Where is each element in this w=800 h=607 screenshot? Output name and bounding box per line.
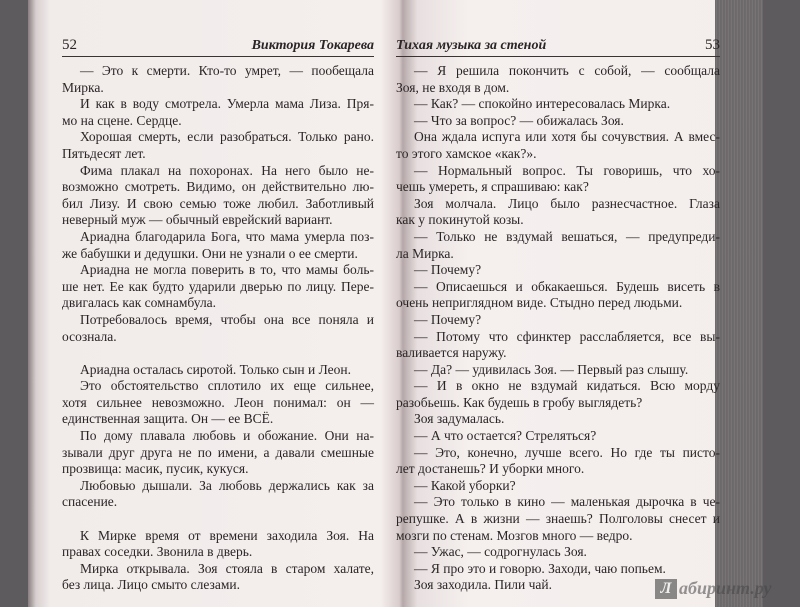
text-line: Потребовалось время, чтобы она все поняла и (80, 311, 374, 327)
paragraph (396, 163, 720, 196)
text-line: спасение. (62, 494, 118, 510)
text-line: — Потому что сфинктер расслабляется, все вы- (414, 328, 720, 344)
paragraph (396, 411, 720, 428)
text-line: — Как? — спокойно интересовалась Мирка. (414, 96, 671, 112)
text-line: — Почему? (414, 262, 482, 278)
paragraph (62, 478, 374, 511)
page-number: 52 (62, 37, 77, 53)
text-line: зывали друг друга не по имени, а давали смешные (62, 444, 374, 460)
paragraph (396, 129, 720, 162)
text-line: — Это только в кино — маленькая дырочка в че- (414, 494, 720, 510)
text-line: Зоя заходила. Пили чай. (414, 577, 553, 593)
text-line: — Что за вопрос? — обижалась Зоя. (414, 112, 624, 128)
left-page-body (62, 63, 374, 594)
text-line: то этого хамское «как?». (396, 145, 537, 161)
text-line: По дому плавала любовь и обожание. Они на- (80, 428, 374, 444)
text-line: Ариадна благодарила Бога, что мама умерла поз- (80, 228, 374, 244)
text-line: — Я про это и говорю. Заходи, чаю попьем. (414, 560, 666, 576)
paragraph (396, 63, 720, 96)
watermark-text: абиринт.ру (679, 578, 772, 598)
text-line: — Описаешься и обкакаешься. Будешь висеть в (414, 278, 720, 294)
paragraph (396, 113, 720, 130)
text-line: как у покинутой козы. (396, 212, 524, 228)
paragraph (62, 96, 374, 129)
paragraph (62, 561, 374, 594)
paragraph (62, 163, 374, 229)
paragraph-break (62, 345, 374, 362)
paragraph (62, 312, 374, 345)
text-line: Зоя, не входя в дом. (396, 79, 510, 95)
text-line: неверный муж — обычный еврейский вариант. (62, 212, 333, 228)
text-line: Ариадна не могла поверить в то, что мамы боль- (80, 262, 374, 278)
text-line: репушке. А в жизни — знаешь? Полголовы снесет и (396, 511, 720, 527)
running-head-title: Тихая музыка за стеной (396, 38, 547, 53)
paragraph (396, 312, 720, 329)
paragraph (396, 478, 720, 495)
text-line: Это обстоятельство сплотило их еще сильнее, (80, 378, 374, 394)
paragraph (396, 196, 720, 229)
paragraph (62, 378, 374, 428)
text-line: разобьешь. Как будешь в гробу выглядеть? (396, 394, 643, 410)
paragraph (396, 262, 720, 279)
right-page-body (396, 63, 720, 594)
paragraph (62, 262, 374, 312)
text-line: правах соседки. Звонила в дверь. (62, 544, 253, 560)
paragraph (396, 428, 720, 445)
paragraph (396, 544, 720, 561)
page-number: 53 (705, 37, 720, 53)
text-line: — Нормальный вопрос. Ты говоришь, что хо- (414, 162, 720, 178)
text-line: ше нет. Ее как будто ударили дверью по лицу. Пере- (62, 278, 374, 294)
paragraph (396, 561, 720, 578)
paragraph (62, 528, 374, 561)
text-line: лет достанешь? И уборки много. (396, 461, 585, 477)
text-line: Мирка. (62, 79, 104, 95)
text-line: ла Мирка. (396, 245, 454, 261)
page-edges (715, 0, 763, 607)
text-line: — Ужас, — содрогнулась Зоя. (414, 544, 587, 560)
paragraph (396, 378, 720, 411)
left-page (62, 36, 374, 594)
text-line: — А что остается? Стреляться? (414, 428, 597, 444)
text-line: И как в воду смотрела. Умерла мама Лиза. Пря- (80, 96, 374, 112)
labirint-watermark (655, 578, 771, 599)
text-line: Мирка открывала. Зоя стояла в старом халате, (80, 560, 374, 576)
text-line: двигалась как сомнамбула. (62, 295, 217, 311)
paragraph (62, 129, 374, 162)
text-line: очень неприглядном виде. Стыдно перед людьми. (396, 295, 683, 311)
text-line: Ариадна осталась сиротой. Только сын и Леон. (80, 361, 352, 377)
text-line: хотя сильнее невозможно. Леон понимал: он — (62, 394, 374, 410)
text-line: — Это к смерти. Кто-то умрет, — пообещала (80, 63, 374, 78)
text-line: чешь умереть, я спрашиваю: как? (396, 179, 589, 195)
text-line: единственная защита. Он — ее ВСЁ. (62, 411, 274, 427)
text-line: Любовью дышали. За любовь держались как за (80, 477, 374, 493)
text-line: же бабушки и дедушки. Они не узнали о ее смерти. (62, 245, 358, 261)
paragraph (62, 229, 374, 262)
paragraph (62, 428, 374, 478)
text-line: Пятьдесят лет. (62, 145, 146, 161)
running-head-author: Виктория Токарева (251, 38, 374, 53)
paragraph (396, 362, 720, 379)
text-line: возможно смотреть. Видимо, он действительно лю- (62, 179, 374, 195)
text-line: мозги по стенам. Мозгов много — ведро. (396, 527, 633, 543)
text-line: — Да? — удивилась Зоя. — Первый раз слышу. (414, 361, 689, 377)
text-line: Фима плакал на похоронах. На него было не- (80, 162, 374, 178)
text-line: Она ждала испуга или хотя бы сочувствия. А вмес- (414, 129, 720, 145)
paragraph (396, 329, 720, 362)
watermark-logo-icon: Л (655, 579, 677, 599)
text-line: — Почему? (414, 311, 482, 327)
text-line: Зоя задумалась. (414, 411, 505, 427)
paragraph (396, 96, 720, 113)
text-line: Зоя молчала. Лицо было разнесчастное. Глаза (414, 195, 720, 211)
text-line: бил Лизу. И свою семью тоже любил. Заботливый (62, 195, 374, 211)
text-line: — Какой уборки? (414, 477, 516, 493)
left-running-header (62, 36, 374, 57)
text-line: — Только не вздумай вешаться, — предупреди- (414, 228, 720, 244)
text-line: Хорошая смерть, если разобраться. Только рано. (80, 129, 374, 145)
paragraph (396, 229, 720, 262)
paragraph (396, 445, 720, 478)
text-line: прозвища: масик, пусик, кукуся. (62, 461, 249, 477)
text-line: — Это, конечно, лучше всего. Но где ты писто- (414, 444, 720, 460)
text-line: — И в окно не вздумай кидаться. Всю морду (414, 378, 720, 394)
paragraph-break (62, 511, 374, 528)
text-line: валивается наружу. (396, 345, 507, 361)
text-line: мо на сцене. Сердце. (62, 112, 182, 128)
right-page (396, 36, 720, 594)
paragraph (396, 279, 720, 312)
text-line: — Я решила покончить с собой, — сообщала (414, 63, 720, 78)
paragraph (396, 494, 720, 544)
text-line: без лица. Лицо смыто слезами. (62, 577, 241, 593)
paragraph (62, 63, 374, 96)
text-line: К Мирке время от времени заходила Зоя. На (80, 527, 374, 543)
right-running-header (396, 36, 720, 57)
paragraph (62, 362, 374, 379)
text-line: осознала. (62, 328, 117, 344)
